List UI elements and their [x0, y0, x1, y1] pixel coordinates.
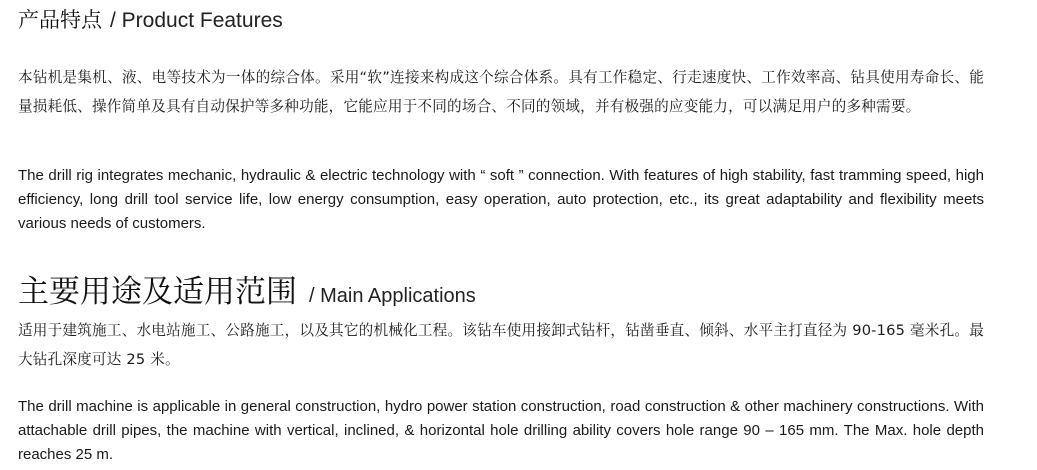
main-applications-heading-zh: 主要用途及适用范围: [18, 274, 297, 310]
main-applications-paragraph-en: The drill machine is applicable in general construction, hydro power station construction, road construction & other machinery constructions. With attachable drill pipes, the machine with vertical, inclined, & horizontal hole drilling ability covers hole range 90 – 165 mm. The Max. hole depth reaches 25 m.: [18, 398, 984, 463]
main-applications-paragraph-zh: 适用于建筑施工、水电站施工、公路施工，以及其它的机械化工程。该钻车使用接卸式钻杆，钻凿垂直、倾斜、水平主打直径为 90-165 毫米孔。最大钻孔深度可达 25 米。: [18, 322, 984, 368]
product-features-paragraph-zh: 本钻机是集机、液、电等技术为一体的综合体。采用“软”连接来构成这个综合体系。具有工作稳定、行走速度快、工作效率高、钻具使用寿命长、能量损耗低、操作简单及具有自动保护等多种功能，它能应用于不同的场合、不同的领域，并有极强的应变能力，可以满足用户的多种需要。: [18, 69, 984, 115]
main-applications-heading: [18, 266, 476, 311]
product-features-heading: [18, 4, 283, 34]
main-applications-heading-en: / Main Applications: [309, 285, 476, 307]
product-features-paragraph-en: The drill rig integrates mechanic, hydraulic & electric technology with “ soft ” connection. With features of high stability, fast tramming speed, high efficiency, long drill tool service life, low energy consumption, easy operation, auto protection, etc., its great adaptability and flexibility meets various needs of customers.: [18, 167, 984, 232]
product-features-heading-zh: 产品特点: [18, 8, 102, 32]
product-features-heading-en: / Product Features: [110, 9, 283, 32]
